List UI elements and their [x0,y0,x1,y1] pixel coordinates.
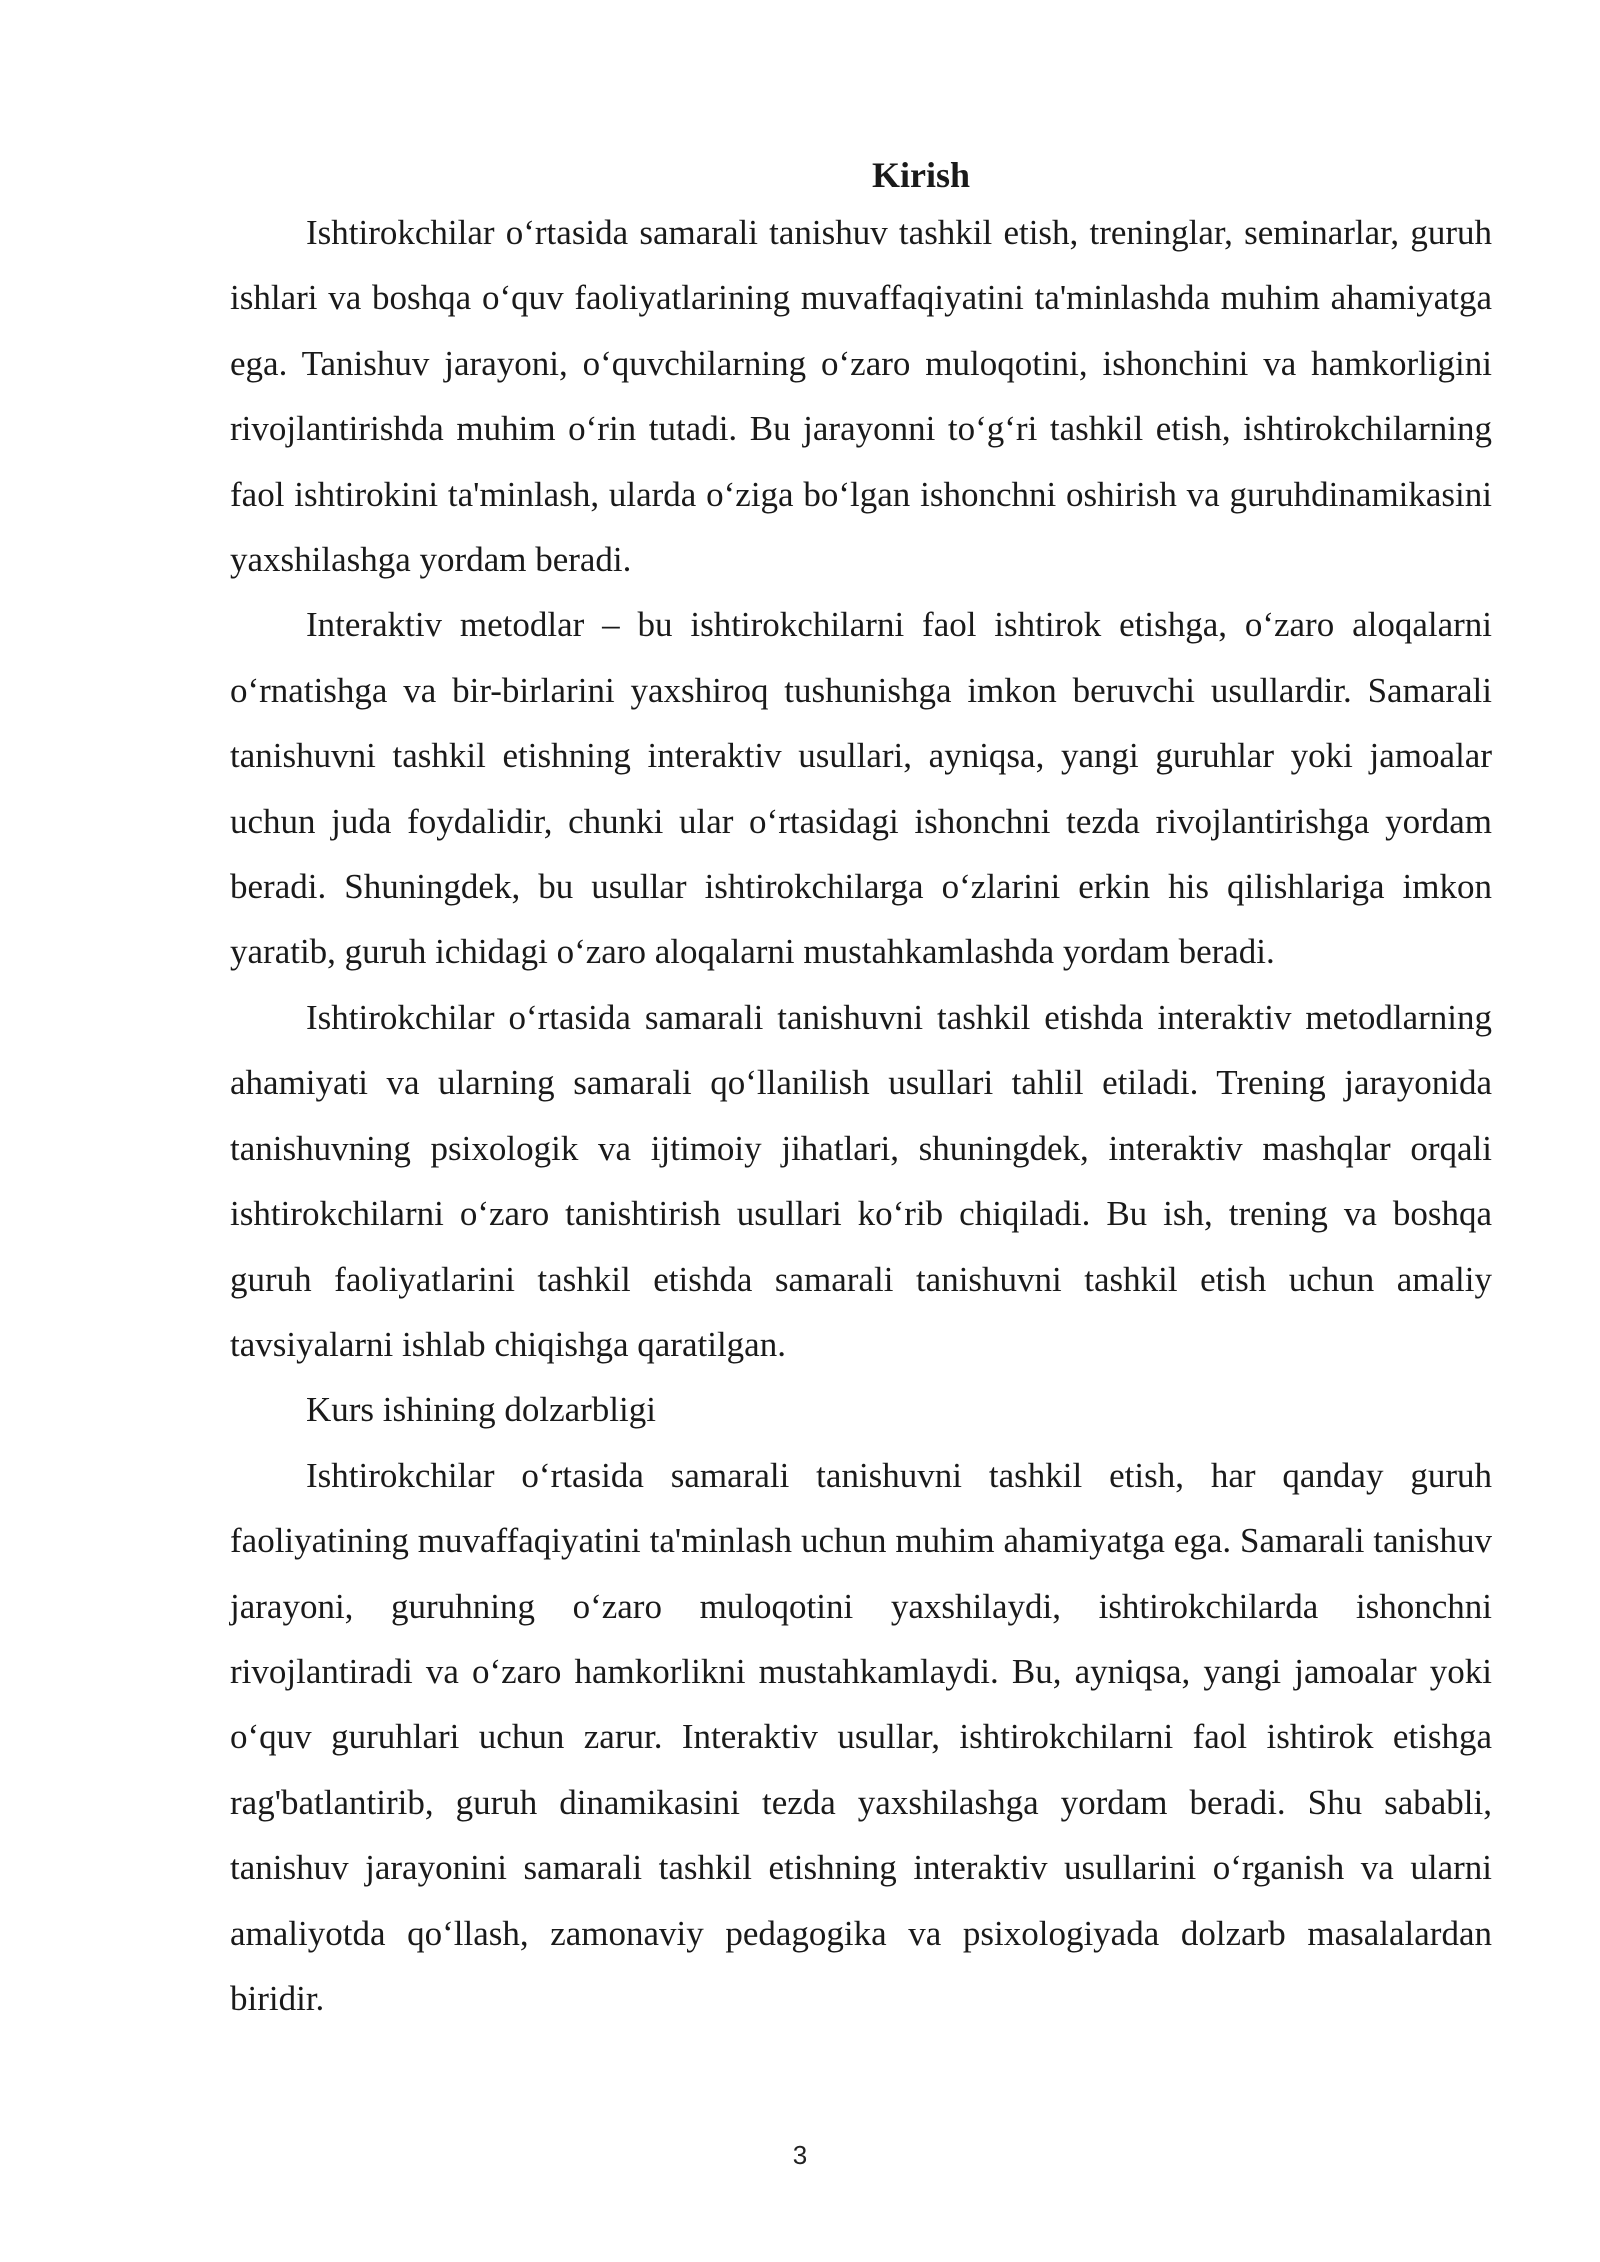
paragraph-analysis: Ishtirokchilar o‘rtasida samarali tanishuvni tashkil etishda interaktiv metodlarning ahamiyati va ularning samarali qo‘llanilish usullari tahlil etiladi. Trening jarayonida tanishuvning psixologik va ijtimoiy jihatlari, shuningdek, interaktiv mashqlar orqali ishtirokchilarni o‘zaro tanishtirish usullari ko‘rib chiqiladi. Bu ish, trening va boshqa guruh faoliyatlarini tashkil etishda samarali tanishuvni tashkil etish uchun amaliy tavsiyalarni ishlab chiqishga qaratilgan. [230,997,1492,1364]
paragraph-intro: Ishtirokchilar o‘rtasida samarali tanishuv tashkil etish, treninglar, seminarlar, guruh ishlari va boshqa o‘quv faoliyatlarining muvaffaqiyatini ta'minlashda muhim ahamiyatga ega. Tanishuv jarayoni, o‘quvchilarning o‘zaro muloqotini, ishonchini va hamkorligini rivojlantirishda muhim o‘rin tutadi. Bu jarayonni to‘g‘ri tashkil etish, ishtirokchilarning faol ishtirokini ta'minlash, ularda o‘ziga bo‘lgan ishonchni oshirish va guruhdinamikasini yaxshilashga yordam beradi. [230,213,1492,580]
paragraph-interactive-methods: Interaktiv metodlar – bu ishtirokchilarni faol ishtirok etishga, o‘zaro aloqalarni o‘rnatishga va bir-birlarini yaxshiroq tushunishga imkon beruvchi usullardir. Samarali tanishuvni tashkil etishning interaktiv usullari, ayniqsa, yangi guruhlar yoki jamoalar uchun juda foydalidir, chunki ular o‘rtasidagi ishonchni tezda rivojlantirishga yordam beradi. Shuningdek, bu usullar ishtirokchilarga o‘zlarini erkin his qilishlariga imkon yaratib, guruh ichidagi o‘zaro aloqalarni mustahkamlashda yordam beradi. [230,605,1492,972]
page-number: 3 [792,2140,808,2170]
page-content [230,150,1492,2031]
subheading-relevance: Kurs ishining dolzarbligi [306,1390,656,1430]
paragraph-relevance: Ishtirokchilar o‘rtasida samarali tanishuvni tashkil etish, har qanday guruh faoliyatining muvaffaqiyatini ta'minlash uchun muhim ahamiyatga ega. Samarali tanishuv jarayoni, guruhning o‘zaro muloqotini yaxshilaydi, ishtirokchilarda ishonchni rivojlantiradi va o‘zaro hamkorlikni mustahkamlaydi. Bu, ayniqsa, yangi jamoalar yoki o‘quv guruhlari uchun zarur. Interaktiv usullar, ishtirokchilarni faol ishtirok etishga rag'batlantirib, guruh dinamikasini tezda yaxshilashga yordam beradi. Shu sababli, tanishuv jarayonini samarali tashkil etishning interaktiv usullarini o‘rganish va ularni amaliyotda qo‘llash, zamonaviy pedagogika va psixologiyada dolzarb masalalardan biridir. [230,1455,1492,2018]
page-title: Kirish [871,155,970,195]
